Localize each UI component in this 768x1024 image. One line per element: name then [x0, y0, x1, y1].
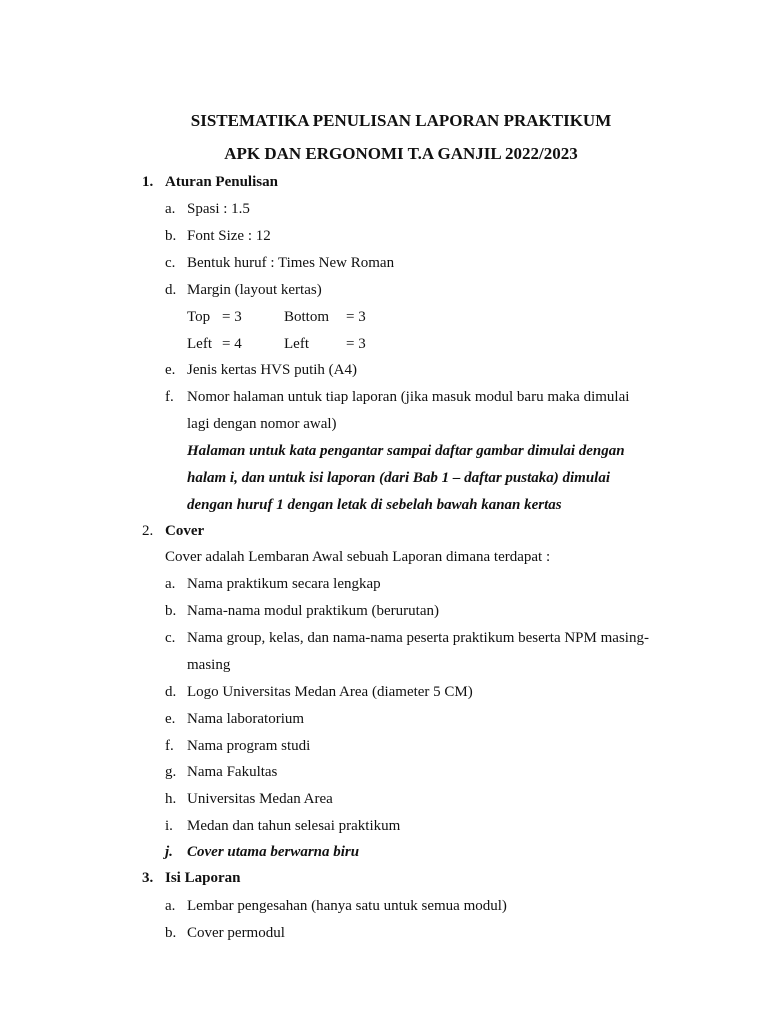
s1-item-d-text: Margin (layout kertas) — [187, 282, 322, 298]
section3-heading: Isi Laporan — [165, 870, 241, 886]
s2-item-d-marker: d. — [165, 684, 177, 700]
s2-item-b-marker: b. — [165, 603, 177, 619]
s3-item-a-text: Lembar pengesahan (hanya satu untuk semua modul) — [187, 898, 507, 914]
margin-left-value: = 4 — [222, 336, 242, 352]
s2-item-i-text: Medan dan tahun selesai praktikum — [187, 818, 401, 834]
s2-item-f-text: Nama program studi — [187, 738, 311, 754]
s2-item-e-marker: e. — [165, 711, 176, 727]
s2-item-g-text: Nama Fakultas — [187, 764, 278, 780]
section2-number: 2. — [142, 523, 154, 539]
page-number-note-line3: dengan huruf 1 dengan letak di sebelah bawah kanan kertas — [187, 497, 562, 513]
s1-item-f-marker: f. — [165, 389, 174, 405]
document-title-line1: SISTEMATIKA PENULISAN LAPORAN PRAKTIKUM — [190, 111, 612, 130]
s2-item-j-text: Cover utama berwarna biru — [187, 844, 360, 860]
page-number-note-line1: Halaman untuk kata pengantar sampai daftar gambar dimulai dengan — [187, 443, 625, 459]
s1-item-c-text: Bentuk huruf : Times New Roman — [187, 255, 395, 271]
s1-item-a-marker: a. — [165, 201, 176, 217]
s2-item-g-marker: g. — [165, 764, 177, 780]
s1-item-f-continuation: lagi dengan nomor awal) — [187, 416, 337, 432]
s2-item-b-text: Nama-nama modul praktikum (berurutan) — [187, 603, 439, 619]
s2-item-f-marker: f. — [165, 738, 174, 754]
s1-item-b-text: Font Size : 12 — [187, 228, 271, 244]
section2-intro: Cover adalah Lembaran Awal sebuah Laporan dimana terdapat : — [165, 549, 551, 565]
s1-item-e-text: Jenis kertas HVS putih (A4) — [187, 362, 357, 378]
section1-heading: Aturan Penulisan — [165, 174, 278, 190]
s3-item-b-marker: b. — [165, 925, 177, 941]
s1-item-d-marker: d. — [165, 282, 177, 298]
section3-number: 3. — [142, 870, 154, 886]
s2-item-a-text: Nama praktikum secara lengkap — [187, 576, 381, 592]
margin-bottom-label: Bottom — [284, 309, 330, 325]
s1-item-f-text: Nomor halaman untuk tiap laporan (jika masuk modul baru maka dimulai — [187, 389, 630, 405]
s3-item-b-text: Cover permodul — [187, 925, 285, 941]
margin-left-label: Left — [187, 336, 212, 352]
section1-number: 1. — [142, 174, 154, 190]
s1-item-e-marker: e. — [165, 362, 176, 378]
document-title-line2: APK DAN ERGONOMI T.A GANJIL 2022/2023 — [224, 144, 578, 163]
margin-bottom-value: = 3 — [346, 309, 366, 325]
s2-item-h-text: Universitas Medan Area — [187, 791, 333, 807]
page-number-note-line2: halam i, dan untuk isi laporan (dari Bab 1 – daftar pustaka) dimulai — [187, 470, 611, 486]
s2-item-h-marker: h. — [165, 791, 177, 807]
margin-top-label: Top — [187, 309, 211, 325]
section2-heading: Cover — [165, 523, 205, 539]
s1-item-c-marker: c. — [165, 255, 176, 271]
s2-item-e-text: Nama laboratorium — [187, 711, 305, 727]
s2-item-i-marker: i. — [165, 818, 173, 834]
s2-item-j-marker: j. — [165, 844, 173, 860]
s1-item-b-marker: b. — [165, 228, 177, 244]
s2-item-c-continuation: masing — [187, 657, 231, 673]
margin-left2-value: = 3 — [346, 336, 366, 352]
s2-item-d-text: Logo Universitas Medan Area (diameter 5 CM) — [187, 684, 473, 700]
margin-top-value: = 3 — [222, 309, 242, 325]
s2-item-c-marker: c. — [165, 630, 176, 646]
s2-item-c-text: Nama group, kelas, dan nama-nama peserta praktikum beserta NPM masing- — [187, 630, 649, 646]
s3-item-a-marker: a. — [165, 898, 176, 914]
s2-item-a-marker: a. — [165, 576, 176, 592]
s1-item-a-text: Spasi : 1.5 — [187, 201, 250, 217]
margin-left2-label: Left — [284, 336, 309, 352]
